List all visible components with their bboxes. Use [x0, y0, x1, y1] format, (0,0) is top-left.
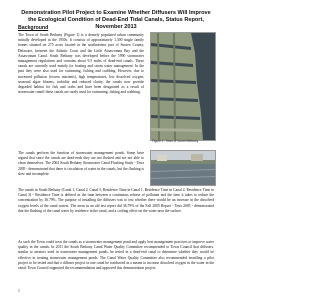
document-title: Demonstration Pilot Project to Examine Whether Diffusers Will Improve the Ecological Condition of Dead-End Tidal Canals, Status Report, November 2013 [21, 10, 211, 30]
paragraph-3: The canals in South Bethany (Canal 1, Canal 2, Canal 3, Residence Time in Canal 1, Residence Time in Canal 2, Residence Time in Canal 3) - Residence Time is defined as the time between a continuous release of pollutant and the time it takes to reduce the concentration by 36.79%. The purpose of installing the diffusers was to test whether there would be an increase in the dissolved oxygen levels of the canal waters. The areas in an old test report did 36.79% of the Fall 2005 Report - Tetra 2005 - demonstrated that the flushing of the canal water by residence in the canal, and a cooling effect on the water near the surface. [18, 188, 214, 213]
canal-photo-figure [150, 150, 216, 186]
figure-caption: Figure 1. Town of South Bethany [152, 139, 199, 143]
canal-photo-icon [151, 151, 215, 185]
section-heading: Background [18, 25, 49, 31]
paragraph-1: The Town of South Bethany (Figure 1) is a densely populated urban community initially developed in the 1950s. It consists of approximately 1,300 single family homes situated on 275 acres located in the southeastern part of Sussex County, Delaware, between the Atlantic Coast and the Little Assawoman Bay and the Assawoman Canal. South Bethany was developed before the 1990 stormwater management regulations and contains about 9.5 miles of dead-end canals. These canals are currently used mainly for boating and storm water management. In the past they were also used for swimming, fishing and crabbing. However, due to increased pollution (excess nutrients), high temperatures, low dissolved oxygen, seasonal algae blooms, turbidity and reduced clarity, the canals now provide degraded habitat for fish and crabs and have been designated as a result of stormwater runoff these canals are rarely used for swimming, fishing and crabbing. [18, 33, 144, 95]
aerial-map-icon [151, 33, 215, 140]
paragraph-4: As such the Town could treat the canals as a stormwater management pond and apply best management practices to improve water quality in the canals. In 2011 the South Bethany Canal Water Quality Committee recommended to Town Council that diffusers, similar to aerators used in wastewater management ponds, be tested in a dead-end canal to determine whether they would be effective in treating stormwater management ponds. The Canal Water Quality Committee also recommended installing a pilot project to be tested and that a diffuser project in one canal be conducted as a means to increase dissolved oxygen in the water in the canal. Town Council supported the recommendation and approved this demonstration project. [18, 240, 214, 271]
page-number: 1 [18, 289, 20, 293]
aerial-map-figure [150, 32, 216, 141]
paragraph-2: The canals perform the function of stormwater management ponds. Some have argued that since the canals are dead-ends they are not flushed and are not able to clean themselves. The 2004 South Bethany Stormwater Canal Flushing Study - Tetra 2005 - demonstrated that there is circulation of water in the canals, but the flushing is slow and incomplete. [18, 151, 144, 176]
